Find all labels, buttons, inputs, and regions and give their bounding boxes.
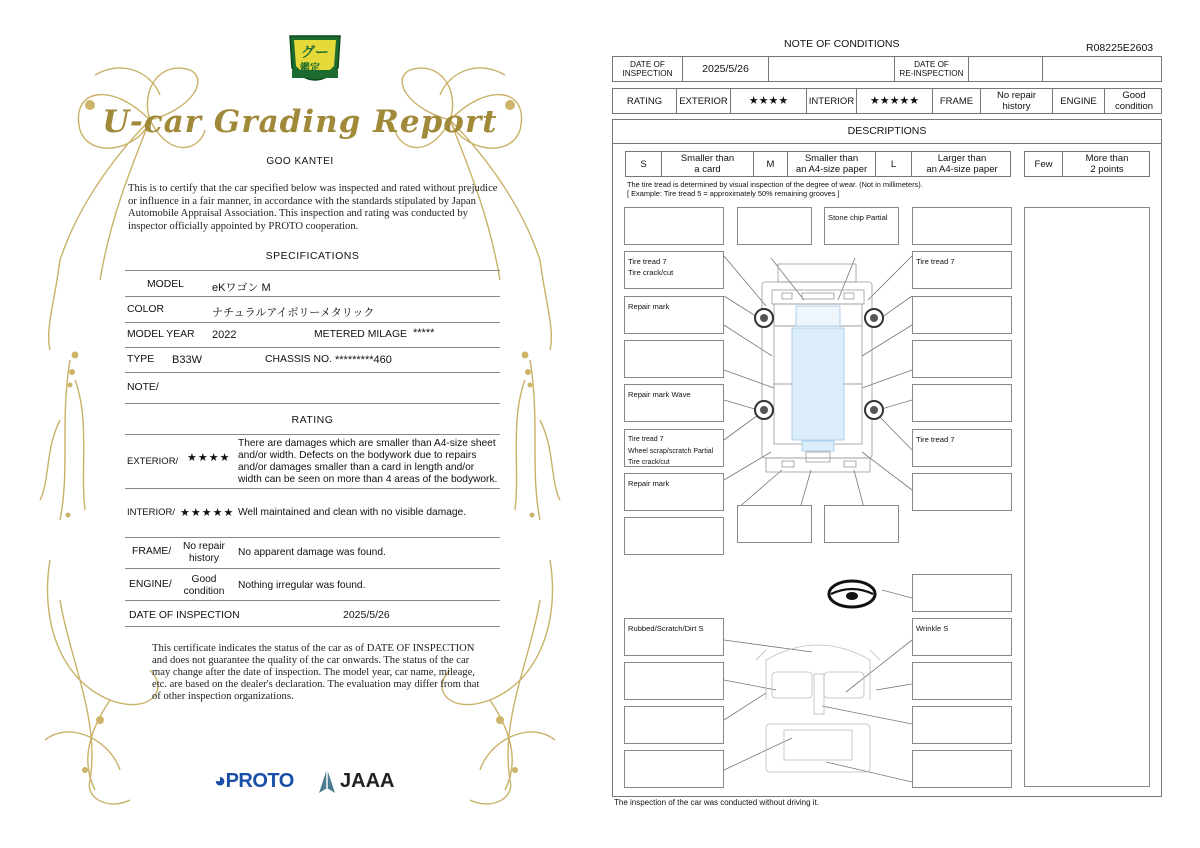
rating-heading: RATING <box>291 414 334 426</box>
tread-note-2: [ Example: Tire tread 5 = approximately 50% remaining grooves ] <box>627 189 840 198</box>
proto-q-icon: ◕ <box>214 770 226 792</box>
note-box-left-repair: Repair mark <box>624 296 724 334</box>
certificate-intro: This is to certify that the car specified below was inspected and rated without prejudice or influence in a fair manner, in accordance with the standards stipulated by Japan Automobile Appraisal Association. This inspection and rating was conducted by inspector officially appointed by PROTO cooperation. <box>128 183 498 232</box>
engine-label: ENGINE <box>1053 89 1105 113</box>
date-of-inspection-label: DATE OF INSPECTION <box>129 610 240 621</box>
engine-description: Nothing irregular was found. <box>238 580 366 591</box>
interior-stars: ★★★★★ <box>857 89 933 113</box>
note-box-right-1 <box>912 207 1012 245</box>
note-box-left-tire-front: Tire tread 7 Tire crack/cut <box>624 251 724 289</box>
legend-m-text: Smaller than an A4-size paper <box>788 152 876 176</box>
legend-more: More than 2 points <box>1085 153 1129 175</box>
date-of-inspection-value: 2025/5/26 <box>343 609 390 621</box>
legend-s: S <box>626 152 662 176</box>
steering-wheel-icon <box>829 581 875 607</box>
jaaa-logo: JAAA <box>340 770 395 792</box>
note-box-right-10 <box>912 662 1012 700</box>
interior-label: INTERIOR <box>807 89 857 113</box>
date-of-inspection-label: DATE OF INSPECTION <box>613 57 683 81</box>
date-of-inspection-value: 2025/5/26 <box>683 57 769 81</box>
engine-label: ENGINE/ <box>129 579 172 590</box>
note-box-left-1 <box>624 207 724 245</box>
note-box-right-steering <box>912 574 1012 612</box>
interior-description: Well maintained and clean with no visible damage. <box>238 507 467 518</box>
frame-description: No apparent damage was found. <box>238 547 386 558</box>
note-box-stone-chip: Stone chip Partial <box>824 207 899 245</box>
type-value: B33W <box>172 354 202 366</box>
note-of-conditions <box>606 0 1200 848</box>
note-box-right-12 <box>912 750 1012 788</box>
legend-s-text: Smaller than a card <box>662 152 754 176</box>
model-year-value: 2022 <box>212 329 237 341</box>
interior-stars: ★★★★★ <box>180 507 235 519</box>
model-label: MODEL <box>147 279 184 290</box>
descriptions-heading: DESCRIPTIONS <box>612 119 1162 144</box>
color-value: ナチュラルアイボリーメタリック <box>212 307 375 319</box>
type-label: TYPE <box>127 354 155 365</box>
engine-value: Good condition <box>183 574 225 597</box>
note-box-right-4 <box>912 340 1012 378</box>
legend-few: Few <box>1025 152 1063 176</box>
model-year-label: MODEL YEAR <box>127 329 195 340</box>
note-box-right-tire-front: Tire tread 7 <box>912 251 1012 289</box>
chassis-value: *********460 <box>335 354 392 366</box>
note-box-right-5 <box>912 384 1012 422</box>
report-id: R08225E2603 <box>1086 42 1154 54</box>
rating-label: RATING <box>613 89 677 113</box>
engine-value: Good condition <box>1114 90 1154 112</box>
tread-note-1: The tire tread is determined by visual inspection of the degree of wear. (Not in millimeters). <box>627 180 923 189</box>
note-box-left-11 <box>624 706 724 744</box>
mileage-label: METERED MILAGE <box>314 329 407 340</box>
note-box-left-repair-wave: Repair mark Wave <box>624 384 724 422</box>
note-box-bottom-1 <box>737 505 812 543</box>
legend-m: M <box>754 152 788 176</box>
frame-label: FRAME/ <box>132 546 172 557</box>
certificate-footer-note: This certificate indicates the status of the car as of DATE OF INSPECTION and does not guarantee the quality of the car onwards. The status of the car may change after the date of inspection. The model year, car name, mileage, etc. are based on the dealer's declaration. The evaluation may differ from that of other inspection organizations. <box>152 643 480 702</box>
note-label: NOTE/ <box>127 382 159 393</box>
specifications-heading: SPECIFICATIONS <box>265 250 360 262</box>
note-box-right-7 <box>912 473 1012 511</box>
jaaa-mark-icon <box>318 768 336 794</box>
proto-logo: ◕PROTO <box>214 770 294 792</box>
note-box-top-1 <box>737 207 812 245</box>
exterior-stars: ★★★★ <box>731 89 807 113</box>
color-label: COLOR <box>127 304 164 315</box>
frame-label: FRAME <box>933 89 981 113</box>
re-inspection-label: DATE OF RE-INSPECTION <box>895 57 969 81</box>
note-box-left-12 <box>624 750 724 788</box>
report-title: U-car Grading Report <box>102 104 498 140</box>
interior-label: INTERIOR/ <box>127 507 176 518</box>
note-box-right-tire-rear: Tire tread 7 <box>912 429 1012 467</box>
svg-text:グー: グー <box>301 45 329 61</box>
legend-l-text: Larger than an A4-size paper <box>926 153 998 175</box>
mileage-value: ***** <box>413 327 435 339</box>
exterior-label: EXTERIOR/ <box>127 456 179 467</box>
exterior-stars: ★★★★ <box>187 452 231 464</box>
legend-l: L <box>876 152 912 176</box>
exterior-label: EXTERIOR <box>677 89 731 113</box>
note-box-bottom-2 <box>824 505 899 543</box>
note-heading: NOTE OF CONDITIONS <box>784 38 900 50</box>
note-box-right-3 <box>912 296 1012 334</box>
note-box-left-repair-2: Repair mark <box>624 473 724 511</box>
note-box-wrinkle: Wrinkle S <box>912 618 1012 656</box>
note-box-left-8 <box>624 517 724 555</box>
chassis-label: CHASSIS NO. <box>265 354 332 365</box>
note-box-left-4 <box>624 340 724 378</box>
note-box-left-10 <box>624 662 724 700</box>
model-value: eKワゴン M <box>212 282 271 294</box>
exterior-description: There are damages which are smaller than A4-size sheet and/or width. Defects on the bodywork due to repairs and/or damages smaller than a card in length and/or width can be seen on more than 4 areas of the bodywork. <box>238 438 498 485</box>
report-subtitle: GOO KANTEI <box>266 156 334 167</box>
note-box-rubbed: Rubbed/Scratch/Dirt S <box>624 618 724 656</box>
note-footer: The inspection of the car was conducted without driving it. <box>614 798 819 807</box>
frame-value: No repair history <box>981 89 1053 113</box>
note-box-left-tire-rear: Tire tread 7 Wheel scrap/scratch Partial Tire crack/cut <box>624 429 724 467</box>
badge-text: 鑑定 <box>300 63 320 74</box>
frame-value: No repair history <box>183 541 225 564</box>
note-box-right-11 <box>912 706 1012 744</box>
